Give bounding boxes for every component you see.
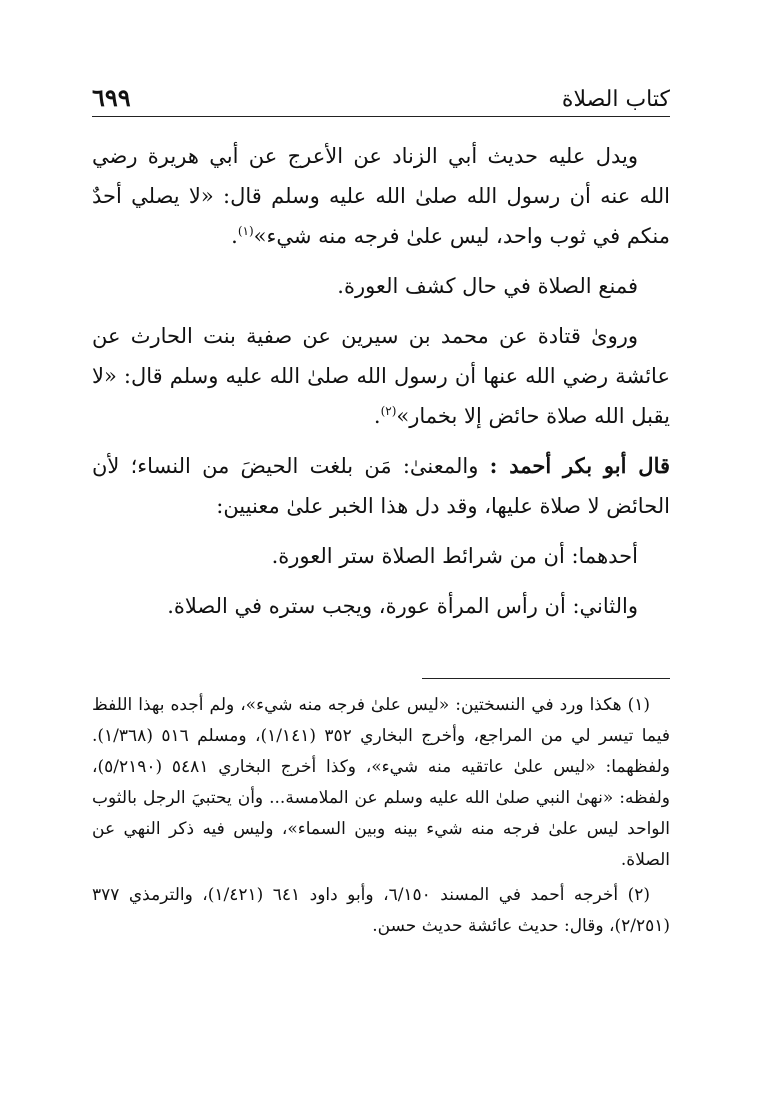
main-text <box>92 136 670 636</box>
chapter-title: كتاب الصلاة <box>561 87 670 112</box>
paragraph-3-text: ورویٰ قتادة عن محمد بن سيرين عن صفية بنت الحارث عن عائشة رضي الله عنها أن رسول الله صلىٰ الله عليه وسلم قال: «لا يقبل الله صلاة حائض إلا بخمار» <box>92 324 670 428</box>
header-rule <box>92 116 670 117</box>
paragraph-2: فمنع الصلاة في حال كشف العورة. <box>337 274 638 298</box>
footnote-1: (١) هكذا ورد في النسختين: «ليس علىٰ فرجه منه شيء»، ولم أجده بهذا اللفظ فيما تيسر لي من المراجع، وأخرج البخاري ٣٥٢ (١/١٤١)، ومسلم ٥١٦ (١/٣٦٨). ولفظهما: «ليس علىٰ عاتقيه منه شيء»، وكذا أخرج البخاري ٥٤٨١ (٥/٢١٩٠)، ولفظه: «نهىٰ النبي صلىٰ الله عليه وسلم عن الملامسة... وأن يحتبيَ الرجل بالثوب الواحد ليس علىٰ فرجه منه شيء بينه وبين السماء»، وليس فيه ذكر النهي عن الصلاة. <box>92 695 670 870</box>
footnote-2: (٢) أخرجه أحمد في المسند ٦/١٥٠، وأبو داود ٦٤١ (١/٤٢١)، والترمذي ٣٧٧ (٢/٢٥١)، وقال: حديث عائشة حديث حسن. <box>92 885 670 936</box>
paragraph-3-end: . <box>373 404 381 428</box>
footnote-ref-1: (١) <box>237 224 254 238</box>
speaker-name: قال أبو بكر أحمد : <box>489 453 671 478</box>
paragraph-4 <box>92 446 670 526</box>
footnotes <box>92 690 670 946</box>
paragraph-3 <box>92 316 670 436</box>
page-number: ٦٩٩ <box>92 83 131 112</box>
paragraph-1-text: ويدل عليه حديث أبي الزناد عن الأعرج عن أبي هريرة رضي الله عنه أن رسول الله صلىٰ الله عليه وسلم قال: «لا يصلي أحدٌ منكم في ثوب واحد، ليس علىٰ فرجه منه شيء» <box>92 144 670 248</box>
paragraph-1 <box>92 136 670 256</box>
paragraph-1-end: . <box>231 224 238 248</box>
paragraph-6: والثاني: أن رأس المرأة عورة، ويجب ستره في الصلاة. <box>167 594 638 618</box>
running-header <box>92 80 670 112</box>
paragraph-4-text: والمعنىٰ: مَن بلغت الحيضَ من النساء؛ لأن الحائض لا صلاة عليها، وقد دل هذا الخبر علىٰ معنيين: <box>92 454 670 518</box>
paragraph-5: أحدهما: أن من شرائط الصلاة ستر العورة. <box>271 544 638 568</box>
footnote-rule <box>422 678 670 679</box>
footnote-ref-2: (٢) <box>380 404 397 418</box>
